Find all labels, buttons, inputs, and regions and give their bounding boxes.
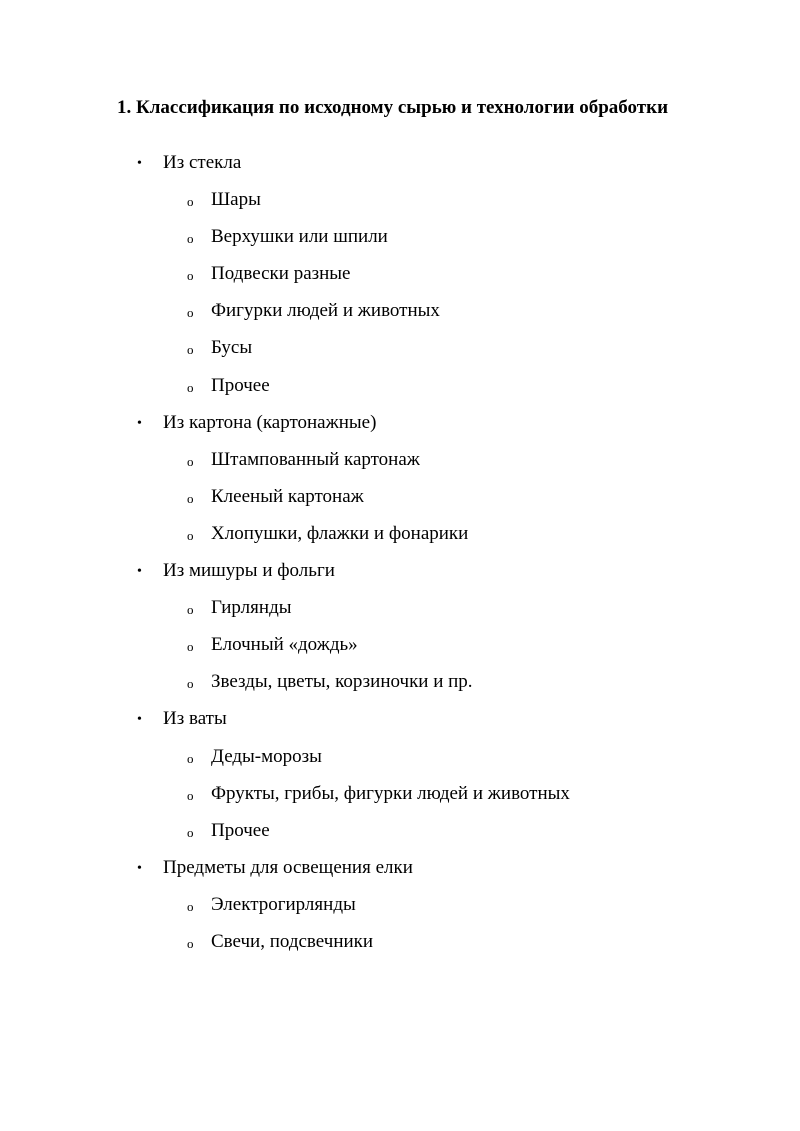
circle-bullet-icon: o [187, 194, 194, 210]
bullet-icon: • [137, 564, 142, 580]
list-item-subitem [0, 595, 800, 632]
bullet-icon: • [137, 712, 142, 728]
classification-list [0, 150, 800, 966]
list-item-category [0, 706, 800, 743]
bullet-icon: • [137, 860, 142, 876]
list-item-subitem [0, 781, 800, 818]
circle-bullet-icon: o [187, 750, 194, 766]
category-label: Из стекла [163, 152, 242, 173]
list-item-subitem [0, 447, 800, 484]
subitem-label: Штампованный картонаж [211, 448, 420, 470]
subitem-label: Клееный картонаж [211, 485, 364, 507]
subitem-label: Подвески разные [211, 263, 351, 285]
list-item-subitem [0, 261, 800, 298]
list-item-subitem [0, 335, 800, 372]
circle-bullet-icon: o [187, 453, 194, 469]
list-item-subitem [0, 892, 800, 929]
subitem-label: Елочный «дождь» [211, 634, 358, 656]
circle-bullet-icon: o [187, 305, 194, 321]
circle-bullet-icon: o [187, 490, 194, 506]
list-item-subitem [0, 818, 800, 855]
bullet-icon: • [137, 415, 142, 431]
circle-bullet-icon: o [187, 935, 194, 951]
list-item-subitem [0, 744, 800, 781]
list-item-category [0, 150, 800, 187]
list-item-subitem [0, 632, 800, 669]
circle-bullet-icon: o [187, 379, 194, 395]
category-label: Из картона (картонажные) [163, 411, 377, 433]
subitem-label: Электрогирлянды [211, 893, 356, 915]
bullet-icon: • [137, 156, 142, 171]
circle-bullet-icon: o [187, 231, 194, 247]
list-item-category [0, 855, 800, 892]
subitem-label: Шары [211, 189, 261, 211]
circle-bullet-icon: o [187, 639, 194, 655]
list-item-category [0, 558, 800, 595]
circle-bullet-icon: o [187, 602, 194, 618]
subitem-label: Звезды, цветы, корзиночки и пр. [211, 671, 473, 693]
subitem-label: Деды-морозы [211, 745, 322, 767]
circle-bullet-icon: o [187, 898, 194, 914]
category-label: Из ваты [163, 708, 227, 730]
list-item-subitem [0, 298, 800, 335]
subitem-label: Гирлянды [211, 597, 292, 619]
circle-bullet-icon: o [187, 824, 194, 840]
subitem-label: Фрукты, грибы, фигурки людей и животных [211, 782, 570, 804]
circle-bullet-icon: o [187, 676, 194, 692]
subitem-label: Хлопушки, флажки и фонарики [211, 522, 469, 544]
category-label: Предметы для освещения елки [163, 856, 413, 878]
section-heading: 1. Классификация по исходному сырью и технологии обработки [117, 97, 669, 118]
circle-bullet-icon: o [187, 527, 194, 543]
list-item-category [0, 410, 800, 447]
list-item-subitem [0, 373, 800, 410]
list-item-subitem [0, 929, 800, 966]
list-item-subitem [0, 484, 800, 521]
circle-bullet-icon: o [187, 342, 194, 358]
subitem-label: Свечи, подсвечники [211, 930, 374, 952]
list-item-subitem [0, 187, 800, 224]
list-item-subitem [0, 521, 800, 558]
list-item-subitem [0, 669, 800, 706]
subitem-label: Прочее [211, 819, 270, 841]
circle-bullet-icon: o [187, 787, 194, 803]
category-label: Из мишуры и фольги [163, 560, 335, 582]
list-item-subitem [0, 224, 800, 261]
circle-bullet-icon: o [187, 268, 194, 284]
subitem-label: Прочее [211, 374, 270, 396]
subitem-label: Верхушки или шпили [211, 226, 388, 248]
subitem-label: Фигурки людей и животных [211, 300, 440, 322]
subitem-label: Бусы [211, 337, 253, 359]
